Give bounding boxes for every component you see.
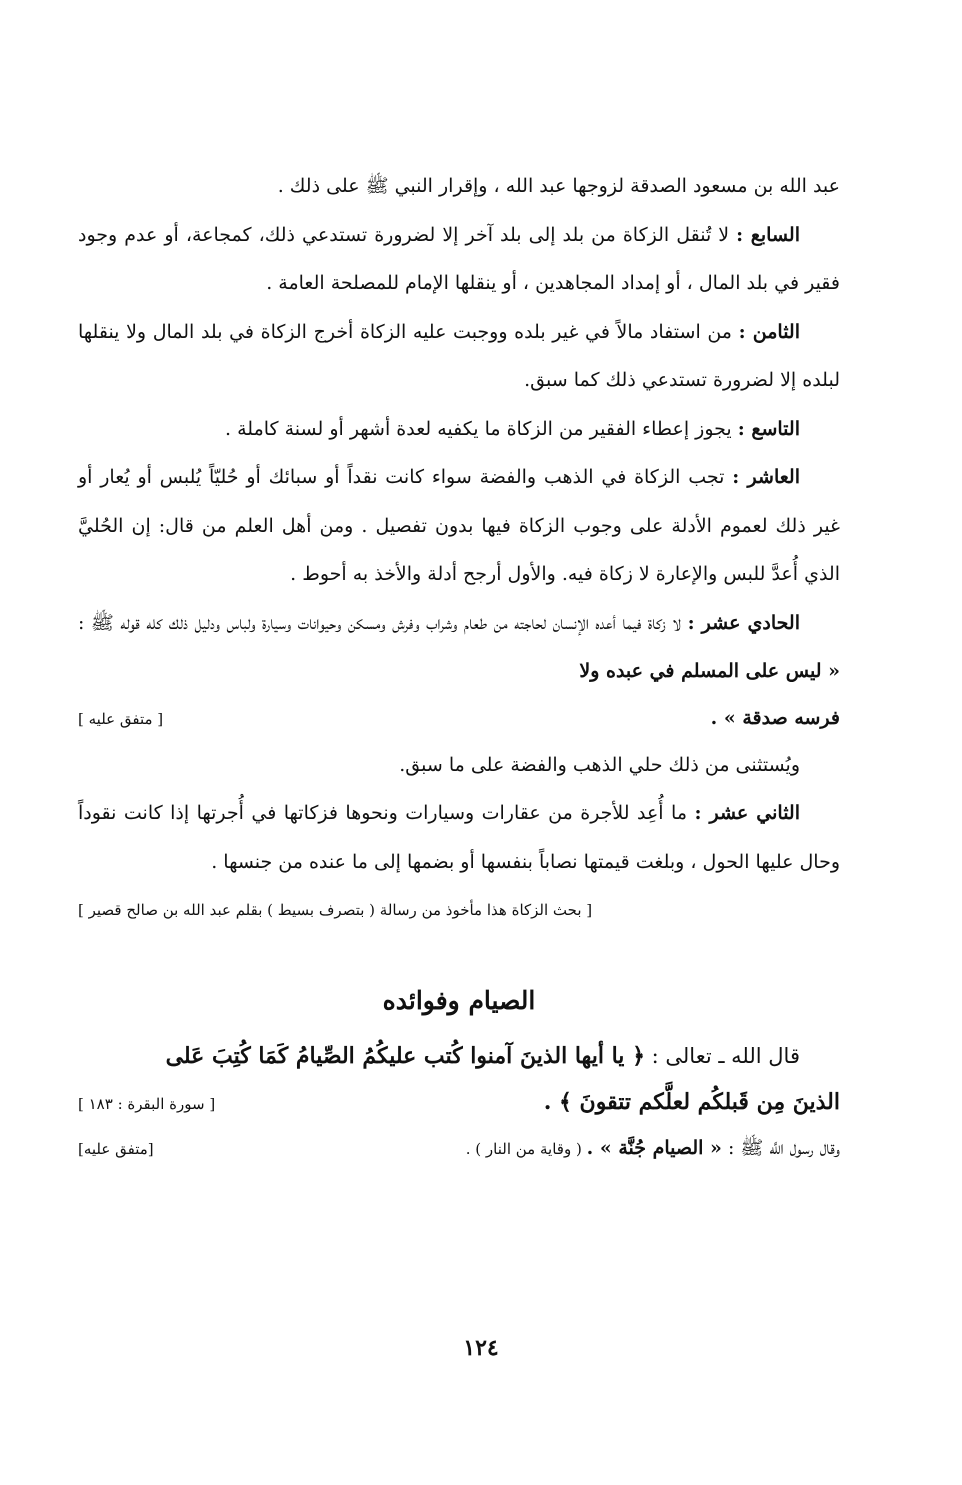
paragraph-text: ويُستثنى من ذلك حلي الذهب والفضة على ما سبق. bbox=[399, 753, 800, 776]
paragraph-eighth bbox=[78, 308, 840, 405]
paragraph-label: العاشر : bbox=[732, 466, 800, 488]
verse-text-end: الذينَ مِن قَبلكُم لعلَّكم تتقونَ ﴾ . bbox=[543, 1089, 840, 1115]
paragraph-label: السابع : bbox=[736, 223, 800, 246]
hadith-fasting-line bbox=[78, 1126, 840, 1171]
hadith-quote: « ليس على المسلم في عبده ولا bbox=[579, 660, 840, 682]
hadith-fasting-text bbox=[466, 1126, 840, 1171]
source-note: [ بحث الزكاة هذا مأخوذ من رسالة ( بتصرف بسيط ) بقلم عبد الله بن صالح قصير ] bbox=[78, 901, 593, 919]
paragraph-text: لا تُنقل الزكاة من بلد إلى بلد آخر إلا لضرورة تستدعي ذلك، كمجاعة، أو عدم وجود فقير في بلد المال ، أو إمداد المجاهدين ، أو ينقلها الإمام للمصلحة العامة . bbox=[78, 223, 840, 294]
paragraph-text: تجب الزكاة في الذهب والفضة سواء كانت نقداً أو سبائك أو حُليّاً يُلبس أو يُعار أو غير ذلك لعموم الأدلة على وجوب الزكاة فيها بدون تفصيل . ومن أهل العلم من قال: إن الحُليَّ الذي أُعدَّ للبس والإعارة لا زكاة فيه. والأول أرجح أدلة والأخذ به أحوط . bbox=[78, 466, 840, 585]
paragraph-twelfth bbox=[78, 789, 840, 886]
paragraph-text: يجوز إعطاء الفقير من الزكاة ما يكفيه لعدة أشهر أو لسنة كاملة . bbox=[225, 417, 738, 440]
paragraph-seventh bbox=[78, 211, 840, 308]
document-body bbox=[78, 162, 840, 1171]
paragraph-exception bbox=[78, 741, 840, 790]
paragraph-label: الثامن : bbox=[738, 320, 801, 343]
verse-source-tag: [ سورة البقرة : ١٨٣ ] bbox=[78, 1095, 216, 1113]
paragraph-label: الثاني عشر : bbox=[694, 802, 800, 824]
paragraph-text: عبد الله بن مسعود الصدقة لزوجها عبد الله ، وإقرار النبي ﷺ على ذلك . bbox=[277, 175, 840, 197]
quran-verse-paragraph bbox=[78, 1032, 840, 1080]
hadith-source-tag: [ متفق عليه ] bbox=[78, 709, 164, 728]
paragraph-continuation bbox=[78, 162, 840, 211]
hadith-gloss: ( وقاية من النار ) . bbox=[465, 1140, 587, 1158]
paragraph-tenth bbox=[78, 453, 840, 599]
hadith-source-tag: [متفق عليه] bbox=[78, 1140, 154, 1158]
paragraph-ninth bbox=[78, 405, 840, 454]
paragraph-text: من استفاد مالاً في غير بلده ووجبت عليه الزكاة أخرج الزكاة في بلد المال ولا ينقلها لبلده إلا لضرورة تستدعي ذلك كما سبق. bbox=[78, 320, 840, 391]
paragraph-label: التاسع : bbox=[737, 417, 800, 440]
verse-intro: قال الله ـ تعالى : bbox=[644, 1044, 800, 1068]
hadith-quote-end: فرسه صدقة » . bbox=[710, 706, 840, 729]
section-title: الصيام وفوائده bbox=[382, 986, 536, 1015]
paragraph-text: لا زكاة فيما أعده الإنسان لحاجته من طعام وشراب وفرش ومسكن وحيوانات وسيارة ولباس ودليل ذلك كله قوله ﷺ : bbox=[78, 611, 688, 634]
paragraph-label: الحادي عشر : bbox=[687, 611, 800, 634]
paragraph-eleventh bbox=[78, 599, 840, 696]
paragraph-text: ما أُعِد للأجرة من عقارات وسيارات ونحوها فزكاتها في أُجرتها إذا كانت نقوداً وحال عليها الحول ، وبلغت قيمتها نصاباً بنفسها أو بضمها إلى ما عنده من جنسها . bbox=[78, 802, 840, 873]
hadith-reference-line bbox=[78, 696, 840, 741]
verse-text: ﴿ يا أيها الذينَ آمنوا كُتب عليكُمُ الصِّيامُ كَمَا كُتِبَ عَلى bbox=[165, 1043, 645, 1069]
verse-reference-line bbox=[78, 1080, 840, 1126]
page-number: ١٢٤ bbox=[463, 1335, 499, 1361]
hadith-intro: وقال رسول اللَّه ﷺ : bbox=[721, 1137, 840, 1159]
hadith-quote: « الصيام جُنَّة » . bbox=[586, 1137, 722, 1159]
